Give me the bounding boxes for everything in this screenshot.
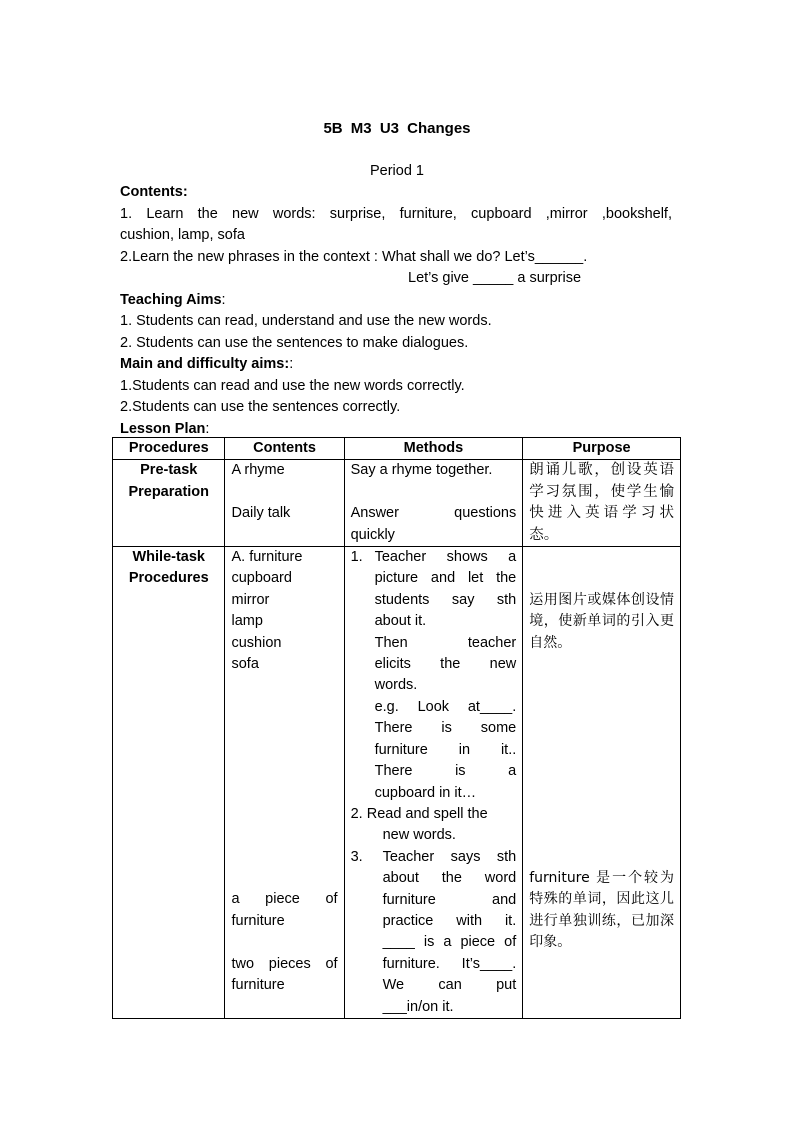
contents-item-1: 1. Learn the new words: surprise, furniture, cupboard ,mirror ,bookshelf, bbox=[120, 205, 672, 222]
lesson-plan-table bbox=[112, 437, 681, 1019]
difficulty-heading: Main and difficulty aims: bbox=[120, 356, 290, 372]
method-step-1-line-12: cupboard in it… bbox=[374, 784, 477, 801]
period-label: Period 1 bbox=[369, 163, 424, 179]
content-word-2: cupboard bbox=[231, 570, 292, 587]
lesson-plan-colon: : bbox=[205, 420, 210, 437]
method-step-2 bbox=[351, 804, 517, 847]
content-word-3: mirror bbox=[231, 591, 270, 608]
method-step-3-line-2: about the word bbox=[382, 870, 517, 887]
content-two-pieces-of-furniture: furniture bbox=[231, 976, 285, 993]
document-body bbox=[120, 182, 672, 440]
method-step-1-number: 1. bbox=[350, 549, 363, 566]
pre-task-contents bbox=[225, 460, 344, 547]
method-step-2-line-1: Read and spell the bbox=[366, 805, 488, 822]
aim-item-2: 2. Students can use the sentences to make dialogues. bbox=[120, 334, 469, 351]
aim-item-1: 1. Students can read, understand and use the new words. bbox=[120, 313, 492, 329]
table-header-row bbox=[113, 438, 681, 460]
header-contents: Contents bbox=[225, 438, 344, 460]
difficulty-colon: : bbox=[289, 356, 294, 372]
teaching-aims-heading: Teaching Aims bbox=[120, 291, 222, 308]
pre-task-label: Pre-task bbox=[140, 462, 198, 479]
content-a-piece-of-furniture: furniture bbox=[231, 912, 285, 929]
method-step-1-line-6: elicits the new bbox=[374, 656, 517, 673]
contents-item-2: 2.Learn the new phrases in the context : What shall we do? Let’s______. bbox=[120, 248, 588, 265]
while-task-procedure bbox=[113, 547, 225, 1019]
contents-heading: Contents: bbox=[120, 184, 188, 200]
method-step-1-line-1: Teacher shows a bbox=[374, 549, 517, 566]
difficulty-line bbox=[120, 354, 672, 376]
method-step-1-line-5: Then teacher bbox=[374, 634, 517, 651]
pre-task-methods bbox=[344, 460, 523, 547]
method-step-2-number: 2. bbox=[350, 805, 363, 822]
content-two-pieces-of: two pieces of bbox=[231, 955, 338, 972]
method-answer-questions: Answer questions bbox=[350, 505, 517, 522]
method-step-1-line-7: words. bbox=[374, 677, 418, 694]
method-step-3-line-5: ____ is a piece of bbox=[382, 934, 517, 951]
method-step-1-line-8: e.g. Look at____. bbox=[374, 698, 517, 715]
contents-item-1-cont: cushion, lamp, sofa bbox=[120, 227, 245, 243]
method-step-1-line-3: students say sth bbox=[374, 591, 517, 608]
method-step-3 bbox=[351, 847, 517, 1018]
header-procedures: Procedures bbox=[113, 438, 225, 460]
procedures-label: Procedures bbox=[128, 570, 209, 587]
header-purpose: Purpose bbox=[523, 438, 681, 460]
method-step-3-line-3: furniture and bbox=[382, 891, 517, 908]
method-step-2-line-2: new words. bbox=[382, 827, 456, 844]
purpose-furniture-note: furniture 是一个较为特殊的单词，因此这儿进行单独训练，已加深印象。 bbox=[529, 869, 674, 951]
method-step-1-line-10: furniture in it.. bbox=[374, 741, 517, 758]
while-task-methods bbox=[344, 547, 523, 1019]
content-word-1: A. furniture bbox=[231, 549, 303, 566]
method-step-1-line-4: about it. bbox=[374, 613, 427, 630]
method-step-1-line-9: There is some bbox=[374, 720, 517, 737]
header-methods: Methods bbox=[344, 438, 523, 460]
table-row-pre-task bbox=[113, 460, 681, 547]
method-step-1-line-11: There is a bbox=[374, 763, 517, 780]
method-step-1 bbox=[351, 547, 517, 804]
content-a-piece-of: a piece of bbox=[231, 891, 338, 908]
while-task-contents bbox=[225, 547, 344, 1019]
method-step-3-line-6: furniture. It’s____. bbox=[382, 955, 517, 972]
method-say-rhyme: Say a rhyme together. bbox=[350, 462, 493, 479]
content-word-4: lamp bbox=[231, 613, 263, 630]
content-daily-talk: Daily talk bbox=[231, 505, 291, 522]
document-title: 5B M3 U3 Changes bbox=[323, 120, 471, 137]
preparation-label: Preparation bbox=[128, 483, 210, 500]
pre-task-purpose: 朗诵儿歌，创设英语学习氛围，使学生愉快进入英语学习状态。 bbox=[523, 460, 681, 547]
table-row-while-task bbox=[113, 547, 681, 1019]
pre-task-procedure bbox=[113, 460, 225, 547]
method-step-3-line-7: We can put bbox=[382, 977, 517, 994]
method-quickly: quickly bbox=[350, 526, 395, 543]
lesson-plan-heading: Lesson Plan bbox=[120, 420, 206, 437]
method-step-3-line-8: ___in/on it. bbox=[382, 998, 454, 1015]
teaching-aims-colon: : bbox=[221, 291, 226, 308]
content-word-6: sofa bbox=[231, 656, 259, 673]
purpose-media-context: 运用图片或媒体创设情境，使新单词的引入更自然。 bbox=[529, 591, 674, 651]
difficulty-item-1: 1.Students can read and use the new words correctly. bbox=[120, 377, 465, 394]
content-word-5: cushion bbox=[231, 634, 282, 651]
difficulty-item-2: 2.Students can use the sentences correctly. bbox=[120, 399, 401, 415]
while-task-purpose bbox=[523, 547, 681, 1019]
method-step-1-line-2: picture and let the bbox=[374, 570, 517, 587]
teaching-aims-line bbox=[120, 290, 672, 312]
method-step-3-line-1: Teacher says sth bbox=[382, 848, 517, 865]
method-step-3-number: 3. bbox=[350, 848, 363, 865]
method-step-3-line-4: practice with it. bbox=[382, 912, 517, 929]
while-task-label: While-task bbox=[132, 549, 205, 566]
content-rhyme: A rhyme bbox=[231, 462, 285, 479]
contents-item-2-cont: Let’s give _____ a surprise bbox=[408, 270, 582, 286]
